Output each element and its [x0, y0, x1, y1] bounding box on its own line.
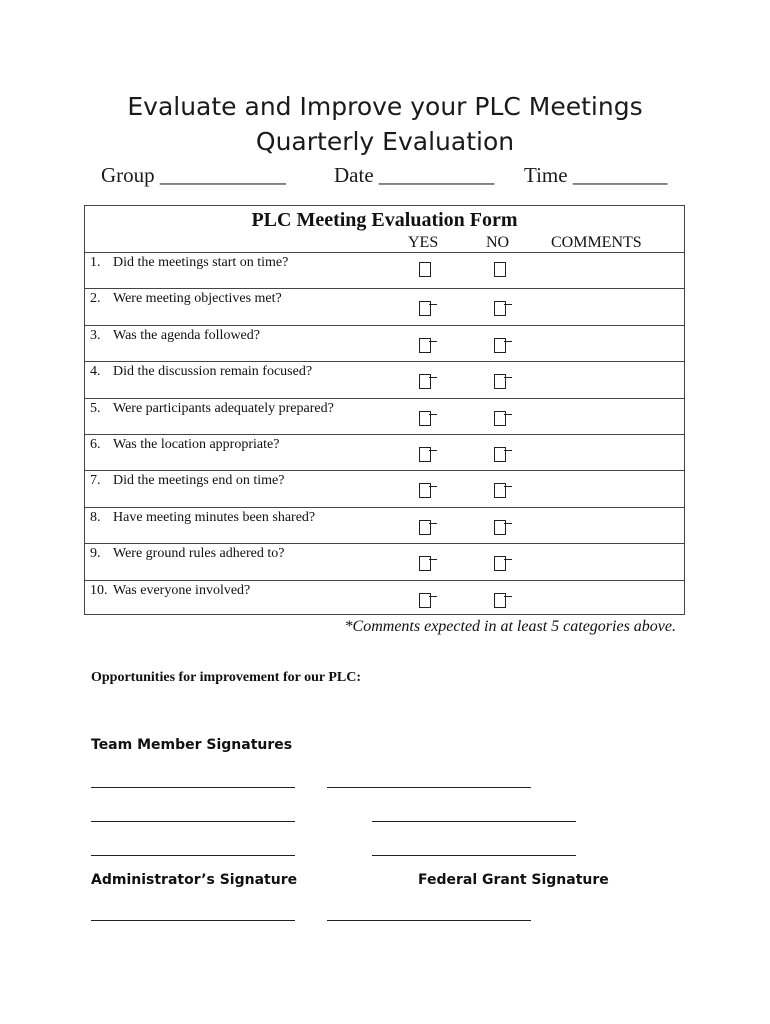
no-checkbox[interactable]	[494, 447, 506, 462]
team-signature-line-2[interactable]	[327, 787, 531, 788]
yes-checkbox[interactable]	[419, 593, 431, 608]
checkbox-tick-mark	[504, 377, 512, 378]
table-row	[85, 361, 684, 397]
checkbox-tick-mark	[429, 341, 437, 342]
yes-checkbox[interactable]	[419, 338, 431, 353]
question-number: 4.	[90, 364, 101, 380]
checkbox-tick-mark	[504, 414, 512, 415]
checkbox-tick-mark	[504, 559, 512, 560]
checkbox-tick-mark	[429, 377, 437, 378]
checkbox-tick-mark	[429, 559, 437, 560]
no-checkbox[interactable]	[494, 301, 506, 316]
table-row	[85, 507, 684, 543]
col-header-yes: YES	[408, 234, 439, 251]
checkbox-tick-mark	[504, 450, 512, 451]
no-checkbox[interactable]	[494, 483, 506, 498]
checkbox-tick-mark	[429, 414, 437, 415]
checkbox-tick-mark	[429, 486, 437, 487]
question-number: 7.	[90, 473, 101, 489]
team-signatures-label: Team Member Signatures	[91, 737, 293, 753]
table-row	[85, 252, 684, 288]
page-title-line1: Evaluate and Improve your PLC Meetings	[127, 92, 643, 121]
group-field[interactable]: Group ____________	[101, 163, 286, 187]
checkbox-tick-mark	[429, 596, 437, 597]
team-signature-line-5[interactable]	[91, 855, 295, 856]
no-checkbox[interactable]	[494, 262, 506, 277]
team-signature-line-1[interactable]	[91, 787, 295, 788]
checkbox-tick-mark	[504, 486, 512, 487]
question-number: 2.	[90, 291, 101, 307]
question-text: Was the location appropriate?	[113, 437, 280, 452]
federal-signature-line[interactable]	[327, 920, 531, 921]
team-signature-line-4[interactable]	[372, 821, 576, 822]
question-number: 5.	[90, 400, 101, 416]
question-text: Did the meetings end on time?	[113, 473, 285, 489]
page-title-line2: Quarterly Evaluation	[255, 127, 515, 156]
checkbox-tick-mark	[504, 341, 512, 342]
question-text: Was everyone involved?	[113, 582, 251, 598]
opportunities-label: Opportunities for improvement for our PLC:	[91, 670, 362, 685]
table-row	[85, 398, 684, 434]
question-number: 8.	[90, 509, 101, 525]
question-number: 9.	[90, 546, 101, 562]
question-text: Did the discussion remain focused?	[113, 364, 313, 380]
question-number: 3.	[90, 327, 101, 343]
checkbox-tick-mark	[429, 304, 437, 305]
checkbox-tick-mark	[429, 523, 437, 524]
team-signature-line-6[interactable]	[372, 855, 576, 856]
checkbox-tick-mark	[504, 304, 512, 305]
date-field[interactable]: Date ___________	[334, 163, 495, 187]
question-number: 10.	[90, 582, 108, 598]
question-text: Was the agenda followed?	[113, 327, 260, 343]
no-checkbox[interactable]	[494, 374, 506, 389]
question-text: Were ground rules adhered to?	[113, 546, 285, 562]
no-checkbox[interactable]	[494, 593, 506, 608]
no-checkbox[interactable]	[494, 411, 506, 426]
table-row	[85, 470, 684, 506]
checkbox-tick-mark	[504, 596, 512, 597]
admin-signature-line[interactable]	[91, 920, 295, 921]
question-text: Were meeting objectives met?	[113, 291, 282, 307]
no-checkbox[interactable]	[494, 520, 506, 535]
question-number: 1.	[90, 255, 101, 270]
evaluation-table	[84, 205, 685, 615]
federal-signature-label: Federal Grant Signature	[418, 872, 609, 888]
col-header-comments: COMMENTS	[551, 234, 642, 251]
question-text: Were participants adequately prepared?	[113, 400, 334, 416]
yes-checkbox[interactable]	[419, 520, 431, 535]
table-title: PLC Meeting Evaluation Form	[251, 209, 518, 231]
table-row	[85, 288, 684, 324]
question-text: Have meeting minutes been shared?	[113, 509, 316, 525]
admin-signature-label: Administrator’s Signature	[91, 872, 298, 888]
question-number: 6.	[90, 437, 101, 452]
yes-checkbox[interactable]	[419, 483, 431, 498]
yes-checkbox[interactable]	[419, 411, 431, 426]
yes-checkbox[interactable]	[419, 262, 431, 277]
col-header-no: NO	[486, 234, 510, 251]
checkbox-tick-mark	[504, 523, 512, 524]
time-field[interactable]: Time _________	[524, 163, 668, 187]
comments-note: *Comments expected in at least 5 categories above.	[344, 618, 676, 635]
no-checkbox[interactable]	[494, 338, 506, 353]
question-text: Did the meetings start on time?	[113, 255, 289, 270]
table-row	[85, 325, 684, 361]
yes-checkbox[interactable]	[419, 301, 431, 316]
table-row	[85, 543, 684, 579]
table-row	[85, 580, 684, 616]
checkbox-tick-mark	[429, 450, 437, 451]
table-row	[85, 434, 684, 470]
yes-checkbox[interactable]	[419, 447, 431, 462]
team-signature-line-3[interactable]	[91, 821, 295, 822]
yes-checkbox[interactable]	[419, 556, 431, 571]
no-checkbox[interactable]	[494, 556, 506, 571]
yes-checkbox[interactable]	[419, 374, 431, 389]
